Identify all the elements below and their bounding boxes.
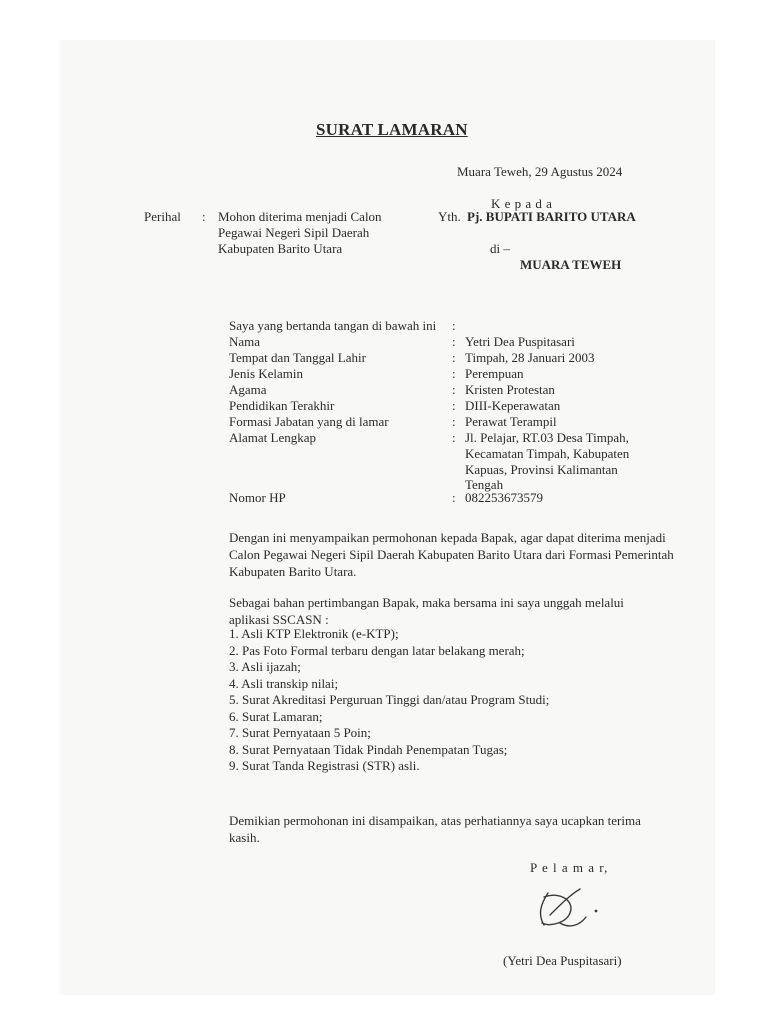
address-label: Alamat Lengkap — [229, 430, 316, 445]
field-label: Pendidikan Terakhir — [229, 398, 335, 413]
phone-value: 082253673579 — [465, 490, 543, 505]
colon: : — [452, 334, 456, 349]
paragraph-line: kasih. — [229, 830, 260, 845]
attachment-item: 8. Surat Pernyataan Tidak Pindah Penempatan Tugas; — [229, 741, 508, 757]
paragraph-line: Dengan ini menyampaikan permohonan kepada Bapak, agar dapat diterima menjadi — [229, 530, 666, 545]
field-value: Perempuan — [465, 366, 524, 381]
recipient-city: MUARA TEWEH — [520, 257, 622, 272]
recipient-di: di – — [490, 241, 510, 256]
attachment-list — [229, 626, 549, 775]
perihal-line-1: Mohon diterima menjadi Calon — [218, 209, 382, 224]
paragraph-line: Calon Pegawai Negeri Sipil Daerah Kabupaten Barito Utara dari Formasi Pemerintah — [229, 547, 674, 562]
attachment-item: 2. Pas Foto Formal terbaru dengan latar belakang merah; — [229, 642, 525, 658]
paragraph-request — [229, 529, 674, 580]
address-line-4: Tengah — [465, 477, 504, 492]
paragraph-closing — [229, 812, 641, 846]
field-value: DIII-Keperawatan — [465, 398, 561, 413]
colon: : — [452, 382, 456, 397]
colon: : — [452, 398, 456, 413]
phone-label: Nomor HP — [229, 490, 286, 505]
field-value: Perawat Terampil — [465, 414, 557, 429]
field-label: Tempat dan Tanggal Lahir — [229, 350, 366, 365]
colon: : — [452, 490, 456, 505]
recipient-yth: Yth. — [438, 209, 461, 224]
colon: : — [452, 430, 456, 445]
perihal-label: Perihal — [144, 209, 181, 224]
colon: : — [452, 414, 456, 429]
attachment-item: 9. Surat Tanda Registrasi (STR) asli. — [229, 758, 420, 773]
identity-intro-label: Saya yang bertanda tangan di bawah ini — [229, 318, 437, 333]
address-line-2: Kecamatan Timpah, Kabupaten — [465, 446, 630, 461]
address-line-1: Jl. Pelajar, RT.03 Desa Timpah, — [465, 430, 629, 445]
field-value: Timpah, 28 Januari 2003 — [465, 350, 595, 365]
signature-name: (Yetri Dea Puspitasari) — [503, 953, 622, 968]
colon: : — [452, 350, 456, 365]
paragraph-line: Sebagai bahan pertimbangan Bapak, maka bersama ini saya unggah melalui — [229, 595, 624, 610]
place-date: Muara Teweh, 29 Agustus 2024 — [457, 164, 623, 179]
perihal-colon: : — [202, 209, 206, 224]
signature-role: P e l a m a r, — [530, 860, 609, 875]
field-value: Yetri Dea Puspitasari — [465, 334, 575, 349]
letter-page — [60, 40, 715, 995]
field-label: Jenis Kelamin — [229, 366, 304, 381]
attachment-item: 4. Asli transkip nilai; — [229, 675, 339, 691]
field-label: Formasi Jabatan yang di lamar — [229, 414, 389, 429]
attachment-item: 7. Surat Pernyataan 5 Poin; — [229, 725, 371, 740]
recipient-kepada: K e p a d a — [491, 196, 553, 211]
attachment-item: 3. Asli ijazah; — [229, 659, 301, 674]
paragraph-line: Demikian permohonan ini disampaikan, atas perhatiannya saya ucapkan terima — [229, 813, 641, 828]
paragraph-attachments-intro — [229, 594, 624, 628]
attachment-item: 5. Surat Akreditasi Perguruan Tinggi dan/atau Program Studi; — [229, 692, 550, 707]
attachment-item: 1. Asli KTP Elektronik (e-KTP); — [229, 626, 399, 641]
recipient-name: Pj. BUPATI BARITO UTARA — [467, 209, 636, 224]
paragraph-line: aplikasi SSCASN : — [229, 612, 329, 627]
field-value: Kristen Protestan — [465, 382, 555, 397]
perihal-line-3: Kabupaten Barito Utara — [218, 241, 343, 256]
attachment-item: 6. Surat Lamaran; — [229, 708, 323, 724]
letter-title: SURAT LAMARAN — [316, 120, 468, 139]
address-line-3: Kapuas, Provinsi Kalimantan — [465, 462, 618, 477]
handwritten-signature — [530, 885, 620, 935]
perihal-line-2: Pegawai Negeri Sipil Daerah — [218, 225, 370, 240]
paragraph-line: Kabupaten Barito Utara. — [229, 564, 357, 579]
field-label: Nama — [229, 334, 261, 349]
colon: : — [452, 366, 456, 381]
colon: : — [452, 318, 456, 333]
field-label: Agama — [229, 382, 267, 397]
